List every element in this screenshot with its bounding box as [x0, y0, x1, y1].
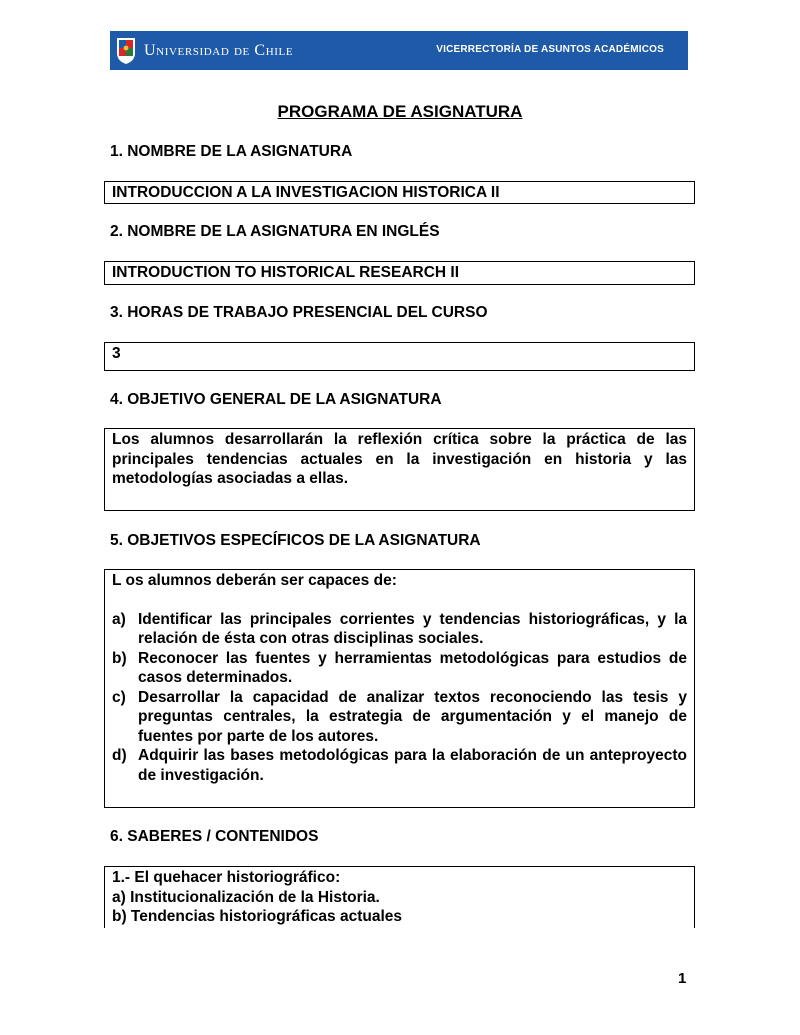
header-banner: [110, 31, 688, 70]
section-5-box: [104, 569, 695, 808]
content-line: b) Tendencias historiográficas actuales: [112, 908, 402, 925]
vicerrectoria-label: VICERRECTORÍA DE ASUNTOS ACADÉMICOS: [436, 44, 664, 55]
list-text: Identificar las principales corrientes y tendencias historiográficas, y la relación de ésta con otras disciplinas sociales.: [138, 610, 687, 647]
list-marker: a): [112, 610, 126, 628]
content-line: a) Institucionalización de la Historia.: [112, 888, 380, 906]
section-3-box: [104, 342, 695, 371]
page-title-text: PROGRAMA DE ASIGNATURA: [277, 102, 523, 121]
section-6-heading: 6. SABERES / CONTENIDOS: [110, 828, 319, 845]
content-line: 1.- El quehacer historiográfico:: [112, 869, 341, 886]
list-text: Adquirir las bases metodológicas para la elaboración de un anteproyecto de investigación.: [138, 747, 687, 784]
list-item: [112, 746, 687, 785]
list-marker: d): [112, 747, 127, 764]
section-5-heading: 5. OBJETIVOS ESPECÍFICOS DE LA ASIGNATURA: [110, 532, 481, 549]
section-5-intro: L os alumnos deberán ser capaces de:: [112, 572, 397, 589]
objectives-list: [112, 610, 687, 786]
page-number: 1: [678, 970, 687, 987]
section-3-value: 3: [112, 345, 121, 362]
section-2-value: INTRODUCTION TO HISTORICAL RESEARCH II: [112, 264, 460, 281]
section-1-box: [104, 181, 695, 204]
list-item: [112, 649, 687, 688]
section-3-heading: 3. HORAS DE TRABAJO PRESENCIAL DEL CURSO: [110, 304, 488, 321]
page-title: [0, 102, 800, 122]
list-text: Reconocer las fuentes y herramientas metodológicas para estudios de casos determinados.: [138, 649, 687, 686]
university-name: Universidad de Chile: [144, 41, 294, 59]
section-6-box: [104, 866, 695, 928]
list-text: Desarrollar la capacidad de analizar textos reconociendo las tesis y preguntas centrales, la estrategia de argumentación y el manejo de fuentes por parte de los autores.: [138, 688, 687, 745]
university-crest-icon: [116, 37, 136, 65]
section-1-value: INTRODUCCION A LA INVESTIGACION HISTORICA II: [112, 184, 500, 201]
list-marker: c): [112, 688, 126, 706]
section-4-value: Los alumnos desarrollarán la reflexión crítica sobre la práctica de las principales tendencias actuales en la investigación en historia y las metodologías asociadas a ellas.: [112, 431, 687, 487]
section-2-heading: 2. NOMBRE DE LA ASIGNATURA EN INGLÉS: [110, 223, 440, 240]
list-item: [112, 610, 687, 649]
list-item: [112, 688, 687, 747]
section-1-heading: 1. NOMBRE DE LA ASIGNATURA: [110, 143, 353, 160]
section-4-box: [104, 428, 695, 511]
list-marker: b): [112, 649, 127, 667]
section-4-heading: 4. OBJETIVO GENERAL DE LA ASIGNATURA: [110, 391, 442, 408]
section-2-box: [104, 261, 695, 285]
